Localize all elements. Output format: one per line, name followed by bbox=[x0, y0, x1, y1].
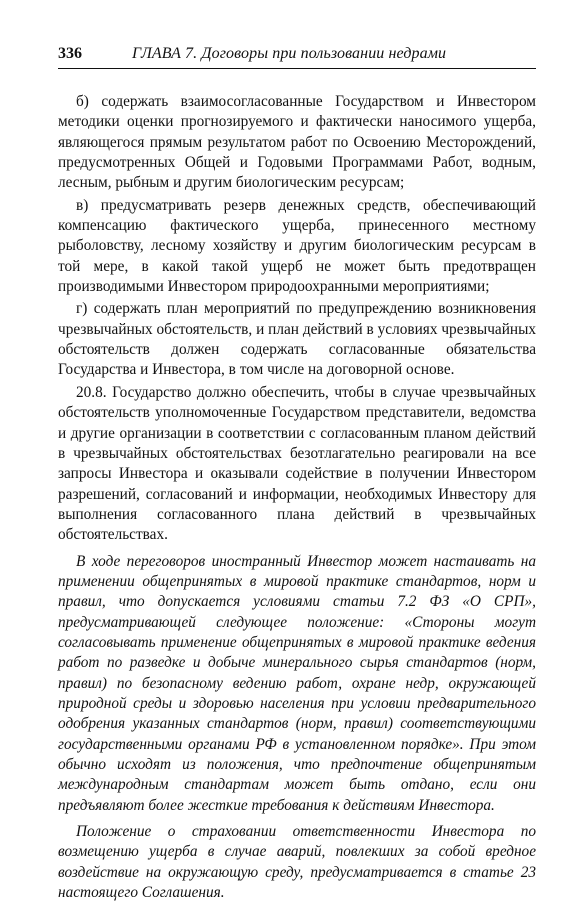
running-head: ГЛАВА 7. Договоры при пользовании недрами bbox=[132, 45, 447, 62]
page-body bbox=[58, 92, 536, 903]
commentary-paragraph-insurance: Положение о страховании ответственности Инвестора по возмещению ущерба в случае аварий, повлекших за собой вредное воздействие на окружающую среду, предусматривается в статье 23 настоящего Соглашения. bbox=[58, 823, 536, 902]
page-number: 336 bbox=[58, 45, 82, 62]
paragraph-item-g: г) содержать план мероприятий по предупреждению возникновения чрезвычайных обстоятельств, и план действий в условиях чрезвычайных обстоятельств должен содержать согласованные обязательства Государства и Инвестора, в том числе на договорной основе. bbox=[58, 300, 536, 379]
page-header bbox=[58, 44, 536, 69]
paragraph-item-b: б) содержать взаимосогласованные Государством и Инвестором методики оценки прогнозируемого и фактически наносимого ущерба, являющегося прямым результатом работ по Освоению Месторождений, предусмотренных Общей и Годовыми Программами Работ, водным, лесным, рыбным и другим биологическим ресурсам; bbox=[58, 93, 536, 192]
paragraph-item-v: в) предусматривать резерв денежных средств, обеспечивающий компенсацию фактического ущерба, принесенного местному рыболовству, лесному хозяйству и другим биологическим ресурсам в той мере, в какой такой ущерб не может быть предотвращен производимыми Инвестором природоохранными мероприятиями; bbox=[58, 196, 536, 296]
commentary-paragraph-standards: В ходе переговоров иностранный Инвестор может настаивать на применении общепринятых в мировой практике стандартов, норм и правил, что допускается условиями статьи 7.2 ФЗ «О СРП», предусматривающей следующее положение: «Стороны могут согласовывать применение общепринятых в мировой практике ведения работ по разведке и добыче минерального сырья стандартов (норм, правил) по безопасному ведению работ, охране недр, окружающей природной среды и здоровью населения при условии предварительного одобрения указанных стандартов (норм, правил) соответствующими государственными органами РФ в установленном порядке». При этом обычно исходят из положения, что предпочтение общепринятым международным стандартам может быть отдано, если они предъявляют более жесткие требования к действиям Инвестора. bbox=[58, 552, 536, 814]
paragraph-20-8: 20.8. Государство должно обеспечить, чтобы в случае чрезвычайных обстоятельств уполномоченные Государством представители, ведомства и другие организации в соответствии с согласованным планом действий в чрезвычайных обстоятельствах безотлагательно реагировали на все запросы Инвестора и оказывали содействие в получении Инвестором разрешений, согласований и информации, необходимых Инвестору для выполнения согласованного плана действий в чрезвычайных обстоятельствах. bbox=[58, 383, 536, 544]
